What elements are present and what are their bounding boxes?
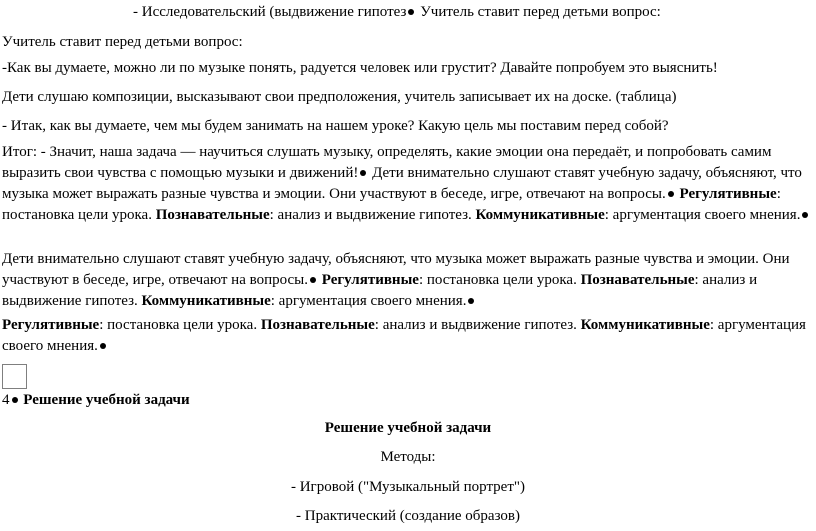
cognitive-text: : анализ и выдвижение гипотез. — [2, 272, 758, 309]
cognitive-text: : анализ и выдвижение гипотез. — [374, 317, 581, 333]
communicative-label: Коммуникативные — [475, 207, 605, 223]
bullet-icon — [802, 212, 808, 218]
bullet-icon — [12, 397, 18, 403]
children-activity-paragraph — [2, 249, 812, 312]
summary-children-text: Дети внимательно слушают ставят учебную задачу, объясняют, что музыка может выражать разные чувства и эмоции. Они участвуют в беседе, игре, отвечают на вопросы. — [2, 165, 802, 202]
cognitive-text: : анализ и выдвижение гипотез. — [269, 207, 476, 223]
teacher-question-line: Учитель ставит перед детьми вопрос: — [2, 34, 243, 50]
children-listen-text: Дети слушаю композиции, высказывают свои предположения, учитель записывает их на доске. (таблица) — [2, 89, 677, 105]
method-research-line — [133, 2, 661, 22]
section-title: Решение учебной задачи — [19, 392, 190, 408]
empty-checkbox[interactable] — [2, 364, 27, 389]
question-text: -Как вы думаете, можно ли по музыке понять, радуется человек или грустит? Давайте попробуем это выяснить! — [2, 60, 718, 76]
teacher-question-intro: Учитель ставит перед детьми вопрос: — [416, 4, 661, 20]
method-research-text: - Исследовательский (выдвижение гипотез — [133, 4, 407, 20]
children-activity-text: Дети внимательно слушают ставят учебную задачу, объясняют, что музыка может выражать разные чувства и эмоции. Они участвуют в беседе, игре, отвечают на вопросы. — [2, 251, 790, 288]
bullet-icon — [310, 277, 316, 283]
method-item-practical: - Практический (создание образов) — [296, 508, 520, 524]
uud-paragraph — [2, 315, 812, 357]
cognitive-label: Познавательные — [155, 207, 270, 223]
bullet-icon — [468, 298, 474, 304]
bullet-icon — [408, 9, 414, 15]
communicative-text: : аргументация своего мнения. — [604, 207, 801, 223]
bullet-icon — [100, 343, 106, 349]
regulative-text: : постановка цели урока. — [99, 317, 261, 333]
center-title-text: Решение учебной задачи — [324, 420, 492, 436]
section-heading — [2, 390, 190, 410]
communicative-label: Коммуникативные — [580, 317, 710, 333]
regulative-label: Регулятивные — [675, 186, 777, 202]
communicative-label: Коммуникативные — [141, 293, 271, 309]
cognitive-label: Познавательные — [580, 272, 695, 288]
cognitive-label: Познавательные — [260, 317, 375, 333]
bullet-icon — [360, 170, 366, 176]
goal-question-text: - Итак, как вы думаете, чем мы будем занимать на нашем уроке? Какую цель мы поставим перед собой? — [2, 118, 669, 134]
center-title — [0, 418, 816, 438]
summary-paragraph — [2, 142, 812, 226]
regulative-label: Регулятивные — [317, 272, 419, 288]
summary-text: Итог: - Значит, наша задача — научиться слушать музыку, определять, какие эмоции она передаёт, и попробовать самим выразить свои чувства с помощью музыки и движений! — [2, 144, 772, 181]
regulative-text: : постановка цели урока. — [2, 186, 781, 223]
communicative-text: : аргументация своего мнения. — [2, 317, 806, 354]
regulative-label: Регулятивные — [2, 317, 100, 333]
communicative-text: : аргументация своего мнения. — [270, 293, 467, 309]
method-item-game: - Игровой ("Музыкальный портрет") — [290, 479, 526, 495]
regulative-text: : постановка цели урока. — [418, 272, 581, 288]
methods-label: Методы: — [380, 449, 436, 465]
section-number: 4 — [2, 392, 10, 408]
bullet-icon — [668, 191, 674, 197]
